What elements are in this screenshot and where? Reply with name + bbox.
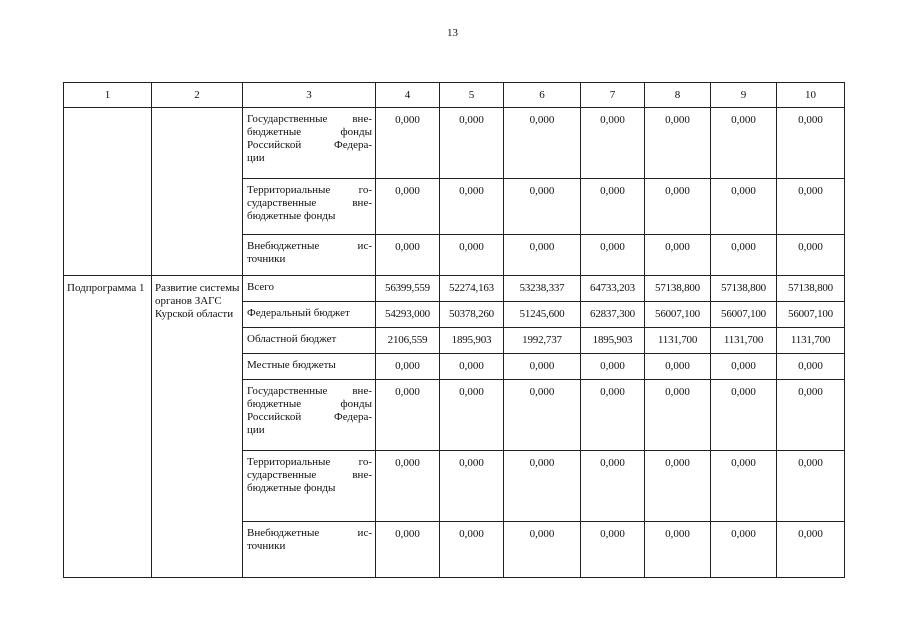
value-cell: 53238,337: [504, 276, 581, 302]
value-cell: 0,000: [504, 354, 581, 380]
column-header-1: 1: [64, 83, 152, 108]
funding-source-line: бюджетные фонды: [247, 482, 336, 494]
value-cell: 0,000: [376, 235, 440, 276]
funding-source: [243, 179, 376, 235]
program-cell-empty: [64, 108, 152, 276]
table-row: [64, 276, 845, 302]
value-cell: 0,000: [504, 179, 581, 235]
value-cell: 1895,903: [440, 328, 504, 354]
name-cell-empty: [152, 108, 243, 276]
value-cell: 0,000: [777, 380, 845, 451]
value-cell: 0,000: [440, 380, 504, 451]
funding-source-line: Государственные вне-: [247, 113, 372, 125]
value-cell: 0,000: [376, 451, 440, 522]
value-cell: 0,000: [777, 235, 845, 276]
value-cell: 0,000: [376, 354, 440, 380]
value-cell: 0,000: [581, 179, 645, 235]
value-cell: 0,000: [645, 108, 711, 179]
funding-source: [243, 380, 376, 451]
value-cell: 0,000: [504, 380, 581, 451]
value-cell: 1131,700: [777, 328, 845, 354]
column-header-5: 5: [440, 83, 504, 108]
funding-source: [243, 108, 376, 179]
value-cell: 0,000: [645, 451, 711, 522]
value-cell: 0,000: [440, 354, 504, 380]
page-number: 13: [447, 27, 458, 39]
value-cell: 0,000: [711, 522, 777, 578]
column-header-10: 10: [777, 83, 845, 108]
value-cell: 0,000: [645, 380, 711, 451]
subprogram-label: Подпрограмма 1: [64, 276, 152, 578]
value-cell: 56007,100: [711, 302, 777, 328]
value-cell: 0,000: [581, 522, 645, 578]
funding-source: [243, 522, 376, 578]
funding-source-line: точники: [247, 253, 286, 265]
value-cell: 0,000: [711, 179, 777, 235]
funding-source-line: бюджетные фонды: [247, 126, 372, 138]
funding-source-line: ции: [247, 152, 265, 164]
column-header-6: 6: [504, 83, 581, 108]
funding-source-line: Российской Федера-: [247, 411, 372, 423]
funding-source-line: Областной бюджет: [247, 333, 337, 345]
value-cell: 0,000: [581, 235, 645, 276]
value-cell: 0,000: [504, 108, 581, 179]
header-row: [64, 83, 845, 108]
value-cell: 0,000: [711, 235, 777, 276]
value-cell: 0,000: [777, 522, 845, 578]
value-cell: 0,000: [645, 522, 711, 578]
column-header-4: 4: [376, 83, 440, 108]
funding-source: [243, 328, 376, 354]
value-cell: 57138,800: [645, 276, 711, 302]
funding-source: [243, 354, 376, 380]
value-cell: 56007,100: [645, 302, 711, 328]
value-cell: 0,000: [376, 380, 440, 451]
value-cell: 0,000: [645, 354, 711, 380]
funding-source-line: бюджетные фонды: [247, 398, 372, 410]
value-cell: 54293,000: [376, 302, 440, 328]
column-header-3: 3: [243, 83, 376, 108]
value-cell: 0,000: [711, 451, 777, 522]
column-header-2: 2: [152, 83, 243, 108]
funding-source-line: Государственные вне-: [247, 385, 372, 397]
value-cell: 0,000: [711, 108, 777, 179]
funding-source: [243, 235, 376, 276]
value-cell: 0,000: [376, 179, 440, 235]
value-cell: 0,000: [504, 522, 581, 578]
funding-source-line: Внебюджетные ис-: [247, 240, 372, 252]
value-cell: 0,000: [645, 179, 711, 235]
value-cell: 52274,163: [440, 276, 504, 302]
funding-source-line: сударственные вне-: [247, 197, 372, 209]
funding-source-line: точники: [247, 540, 286, 552]
value-cell: 0,000: [777, 354, 845, 380]
funding-source-line: ции: [247, 424, 265, 436]
funding-source-line: Федеральный бюджет: [247, 307, 350, 319]
value-cell: 1992,737: [504, 328, 581, 354]
funding-source-line: Внебюджетные ис-: [247, 527, 372, 539]
value-cell: 0,000: [777, 108, 845, 179]
value-cell: 0,000: [581, 108, 645, 179]
value-cell: 0,000: [440, 451, 504, 522]
budget-table: [63, 82, 845, 578]
column-header-7: 7: [581, 83, 645, 108]
value-cell: 0,000: [777, 179, 845, 235]
funding-source-line: сударственные вне-: [247, 469, 372, 481]
funding-source-line: Всего: [247, 281, 274, 293]
value-cell: 0,000: [581, 380, 645, 451]
value-cell: 1131,700: [645, 328, 711, 354]
value-cell: 0,000: [711, 354, 777, 380]
value-cell: 56399,559: [376, 276, 440, 302]
value-cell: 1895,903: [581, 328, 645, 354]
value-cell: 64733,203: [581, 276, 645, 302]
value-cell: 0,000: [440, 235, 504, 276]
value-cell: 0,000: [440, 179, 504, 235]
funding-source-line: бюджетные фонды: [247, 210, 336, 222]
value-cell: 2106,559: [376, 328, 440, 354]
value-cell: 50378,260: [440, 302, 504, 328]
value-cell: 56007,100: [777, 302, 845, 328]
value-cell: 0,000: [376, 522, 440, 578]
funding-source-line: Территориальные го-: [247, 456, 372, 468]
value-cell: 0,000: [581, 354, 645, 380]
value-cell: 0,000: [504, 451, 581, 522]
funding-source-line: Территориальные го-: [247, 184, 372, 196]
column-header-8: 8: [645, 83, 711, 108]
value-cell: 0,000: [440, 108, 504, 179]
value-cell: 0,000: [645, 235, 711, 276]
funding-source: [243, 276, 376, 302]
value-cell: 0,000: [711, 380, 777, 451]
value-cell: 51245,600: [504, 302, 581, 328]
subprogram-name: Развитие системы органов ЗАГС Курской области: [152, 276, 243, 578]
value-cell: 57138,800: [711, 276, 777, 302]
value-cell: 0,000: [777, 451, 845, 522]
funding-source: [243, 451, 376, 522]
column-header-9: 9: [711, 83, 777, 108]
value-cell: 0,000: [504, 235, 581, 276]
value-cell: 57138,800: [777, 276, 845, 302]
value-cell: 0,000: [581, 451, 645, 522]
value-cell: 62837,300: [581, 302, 645, 328]
funding-source: [243, 302, 376, 328]
value-cell: 1131,700: [711, 328, 777, 354]
value-cell: 0,000: [376, 108, 440, 179]
funding-source-line: Российской Федера-: [247, 139, 372, 151]
value-cell: 0,000: [440, 522, 504, 578]
funding-source-line: Местные бюджеты: [247, 359, 336, 371]
table-row: [64, 108, 845, 179]
